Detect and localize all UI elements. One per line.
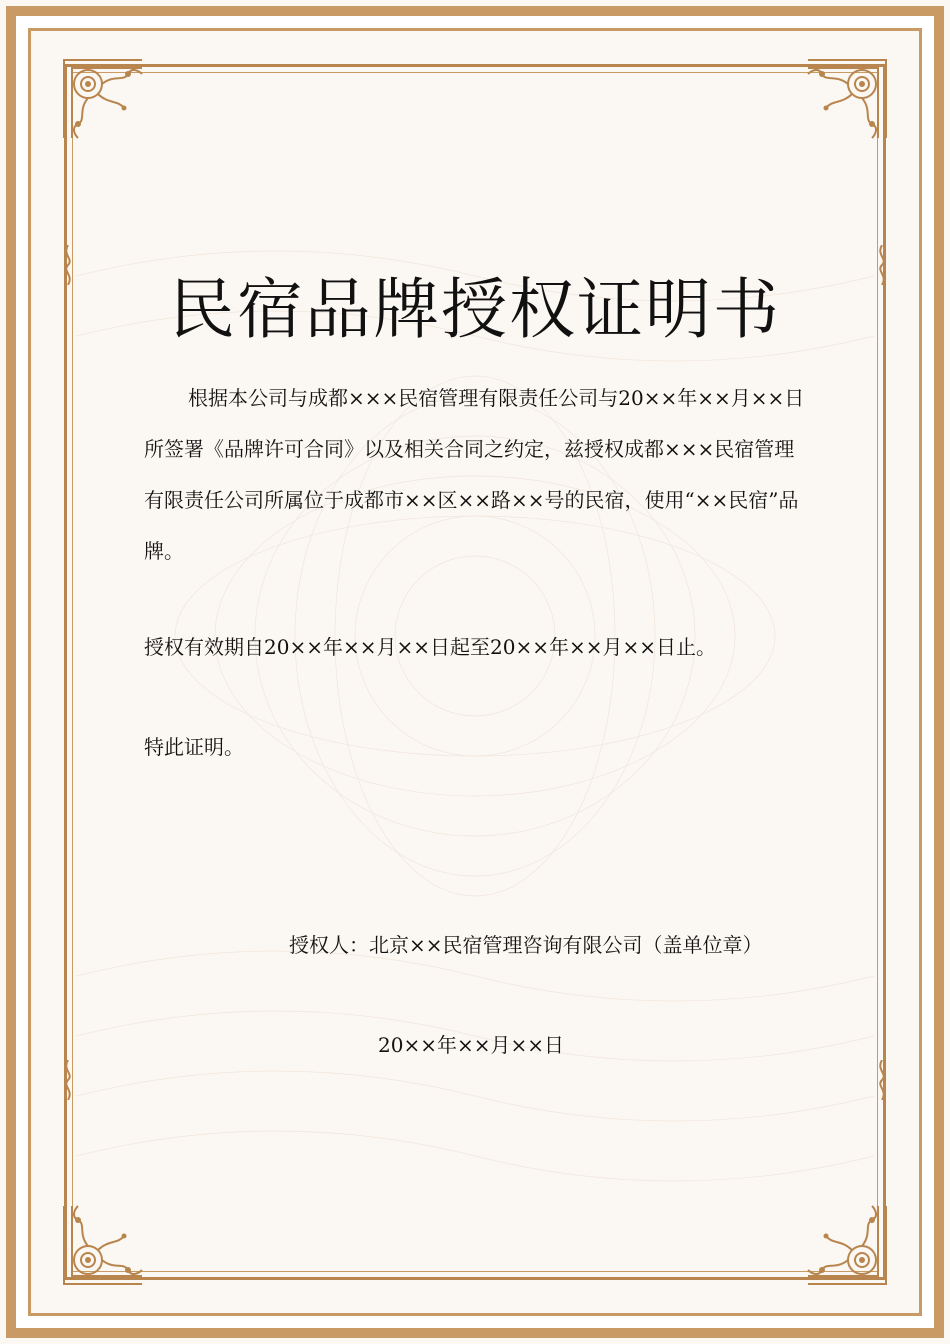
authorizer-line: 授权人：北京××民宿管理咨询有限公司（盖单位章）: [289, 933, 763, 957]
side-ornament-icon: [60, 1060, 76, 1100]
ornate-corner-icon: [58, 1204, 144, 1290]
signature-date: 20××年××月××日: [378, 1033, 564, 1057]
ornate-corner-icon: [58, 54, 144, 140]
closing-statement: 特此证明。: [144, 735, 244, 759]
side-ornament-icon: [874, 1060, 890, 1100]
ornate-corner-icon: [806, 1204, 892, 1290]
validity-paragraph: 授权有效期自20××年××月××日起至20××年××月××日止。: [144, 635, 716, 659]
authorization-paragraph: 根据本公司与成都×××民宿管理有限责任公司与20××年××月××日所签署《品牌许可合同》以及相关合同之约定，兹授权成都×××民宿管理有限责任公司所属位于成都市××区××路××号的民宿，使用“××民宿”品牌。: [144, 386, 805, 563]
certificate-title: 民宿品牌授权证明书: [169, 271, 781, 348]
ornate-corner-icon: [806, 54, 892, 140]
